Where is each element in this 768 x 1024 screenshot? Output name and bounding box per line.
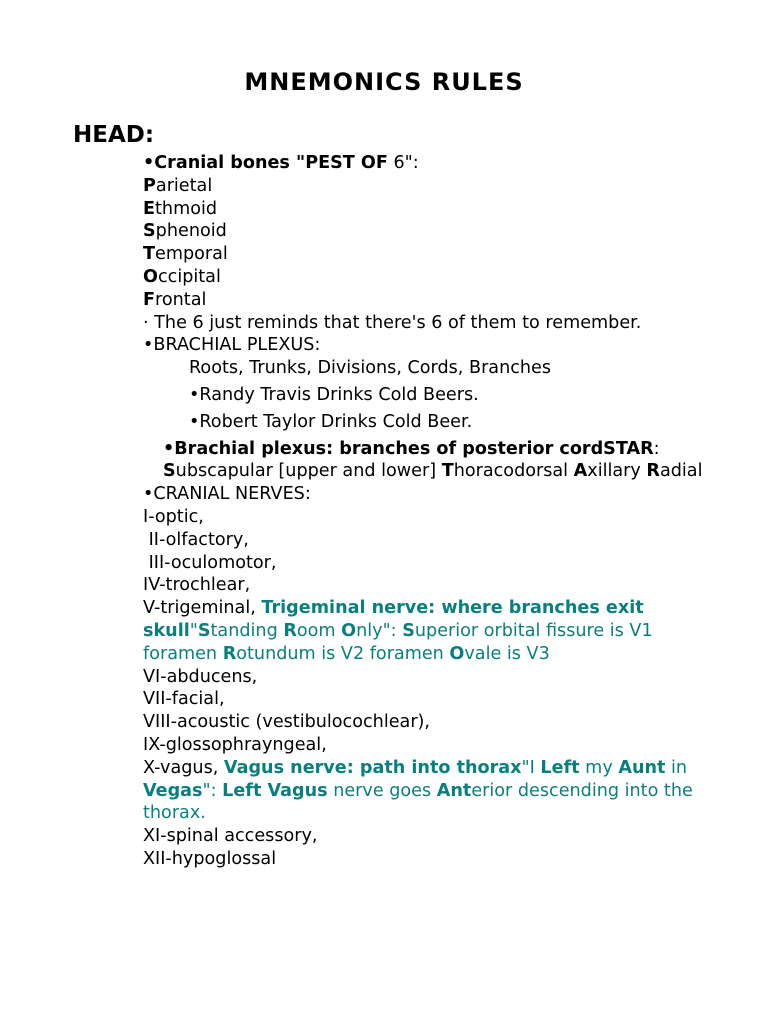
- brachial-mnemonic-1: •Randy Travis Drinks Cold Beers.: [189, 384, 479, 405]
- bone-item: Sphenoid: [143, 221, 227, 242]
- cranial-bones-heading: [143, 152, 713, 175]
- nerve-item: VII-facial,: [143, 689, 225, 710]
- cranial-nerves-heading: •CRANIAL NERVES:: [143, 484, 311, 505]
- cranial-bullet: •: [143, 153, 155, 173]
- cranial-label: Cranial bones "PEST OF: [154, 153, 388, 173]
- posterior-cord-mnemonic: •Brachial plexus: branches of posterior cordSTAR: Subscapular [upper and lower] Thoracodorsal Axillary Radial: [163, 438, 703, 482]
- nerve-item: III-oculomotor,: [143, 552, 277, 573]
- section-heading-head: HEAD:: [73, 122, 155, 148]
- cranial-note: · The 6 just reminds that there's 6 of them to remember.: [143, 312, 642, 333]
- nerve-item: VIII-acoustic (vestibulocochlear),: [143, 712, 431, 733]
- nerve-item: IX-glossophrayngeal,: [143, 734, 327, 755]
- page-title: MNEMONICS RULES: [244, 68, 524, 96]
- cranial-label-rest: 6":: [387, 153, 419, 173]
- brachial-plexus-heading: •BRACHIAL PLEXUS:: [143, 335, 321, 356]
- vagus-item: X-vagus, Vagus nerve: path into thorax"I Left my Aunt in Vegas": Left Vagus nerve goes Anterior descending into the thorax.: [143, 757, 693, 824]
- bone-item: Parietal: [143, 175, 213, 196]
- nerve-item: VI-abducens,: [143, 666, 258, 687]
- nerve-item: XII-hypoglossal: [143, 848, 277, 869]
- nerve-item: II-olfactory,: [143, 529, 249, 550]
- brachial-mnemonic-2: •Robert Taylor Drinks Cold Beer.: [189, 411, 473, 432]
- bone-item: Occipital: [143, 266, 221, 287]
- bone-item: Ethmoid: [143, 198, 218, 219]
- bone-item: Frontal: [143, 289, 207, 310]
- nerve-item: XI-spinal accessory,: [143, 826, 318, 847]
- nerve-item: I-optic,: [143, 506, 204, 527]
- brachial-parts: Roots, Trunks, Divisions, Cords, Branches: [189, 358, 552, 379]
- bone-item: Temporal: [143, 244, 228, 265]
- mnemonics-body: [143, 152, 713, 871]
- nerve-item: IV-trochlear,: [143, 575, 251, 596]
- trigeminal-item: V-trigeminal, Trigeminal nerve: where branches exit skull"Standing Room Only": Superior orbital fissure is V1 foramen Rotundum is V2 foramen Ovale is V3: [143, 598, 653, 664]
